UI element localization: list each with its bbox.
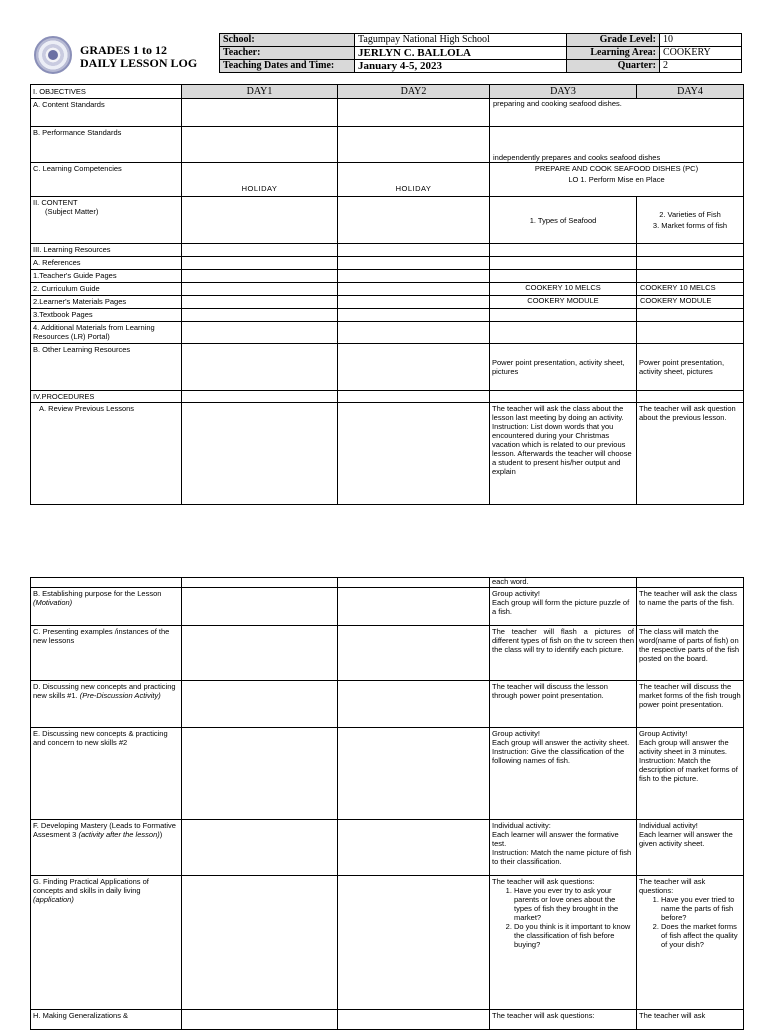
form-title xyxy=(80,44,220,70)
curriculum-guide-day4: COOKERY 10 MELCS xyxy=(637,283,744,296)
quarter-value: 2 xyxy=(660,60,742,73)
practical-day3-question-1: 1. Have you ever try to ask your parents or love ones about the types of fish they brought in the market? xyxy=(514,886,634,922)
generalizations-label: H. Making Generalizations & xyxy=(31,1010,182,1030)
practical-applications-note: (application) xyxy=(33,895,74,904)
content-standards-day2 xyxy=(338,99,490,127)
learners-materials-day4: COOKERY MODULE xyxy=(637,296,744,309)
form-title-line1: GRADES 1 to 12 xyxy=(80,43,168,57)
establishing-day3-p2: Each group will form the picture puzzle of a fish. xyxy=(492,598,630,616)
establishing-day3-p1: Group activity! xyxy=(492,589,540,598)
references-label: A. References xyxy=(31,257,182,270)
discussing-concepts-1-label xyxy=(31,681,182,728)
practical-day4-question-1: 1. Have you ever tried to name the parts of fish before? xyxy=(661,895,741,922)
practical-applications-text: G. Finding Practical Applications of concepts and skills in daily living xyxy=(33,877,149,895)
developing-mastery-close: ) xyxy=(159,830,163,839)
content-day3: 1. Types of Seafood xyxy=(490,197,637,244)
other-resources-day3: Power point presentation, activity sheet, pictures xyxy=(490,344,637,391)
review-lessons-day4: The teacher will ask question about the previous lesson. xyxy=(637,403,744,505)
discussing-2-day4-p3: Instruction: Match the description of market forms of fish to the picture. xyxy=(639,756,738,783)
discussing-2-day3-p1: Group activity! xyxy=(492,729,540,738)
competencies-day1-holiday: HOLIDAY xyxy=(182,163,338,197)
procedures-label: IV.PROCEDURES xyxy=(31,391,182,403)
grade-level-value: 10 xyxy=(660,34,742,47)
school-label: School: xyxy=(220,34,355,47)
developing-mastery-label xyxy=(31,820,182,876)
establishing-purpose-day3 xyxy=(490,588,637,626)
generalizations-day4: The teacher will ask xyxy=(637,1010,744,1030)
review-lessons-day3 xyxy=(490,403,637,505)
day3-header: DAY3 xyxy=(490,85,637,99)
developing-day3-p2: Each learner will answer the formative test. xyxy=(492,830,619,848)
discussing-concepts-2-day4 xyxy=(637,728,744,820)
learners-materials-day3: COOKERY MODULE xyxy=(490,296,637,309)
establishing-purpose-text: B. Establishing purpose for the Lesson xyxy=(33,589,162,598)
lesson-grid-page2 xyxy=(30,577,744,1030)
practical-day4-question-2: 2. Does the market forms of fish affect the quality of your dish? xyxy=(661,922,741,949)
performance-standards-day2 xyxy=(338,127,490,163)
teacher-value: JERLYN C. BALLOLA xyxy=(355,47,567,60)
discussing-concepts-2-label: E. Discussing new concepts & practicing and concern to new skills #2 xyxy=(31,728,182,820)
content-standards-day34: preparing and cooking seafood dishes. xyxy=(490,99,744,127)
content-day4-line1: 2. Varieties of Fish xyxy=(659,210,721,219)
lesson-grid-page1 xyxy=(30,84,744,505)
discussing-2-day4-p1: Group Activity! xyxy=(639,729,688,738)
content-day4 xyxy=(637,197,744,244)
review-day3-intro: The teacher will ask the class about the lesson last meeting by doing an activity. xyxy=(492,404,624,422)
learning-competencies-label: C. Learning Competencies xyxy=(31,163,182,197)
header-info-table xyxy=(219,33,742,73)
practical-applications-day4 xyxy=(637,876,744,1010)
discussing-1-note: (Pre-Discussion Activity) xyxy=(79,691,161,700)
developing-mastery-day4 xyxy=(637,820,744,876)
content-standards-label: A. Content Standards xyxy=(31,99,182,127)
dates-label: Teaching Dates and Time: xyxy=(220,60,355,73)
review-day3-continued: each word. xyxy=(490,578,637,588)
developing-mastery-text: F. Developing Mastery (Leads to Formative Assesment 3 xyxy=(33,821,176,839)
practical-day4-intro: The teacher will ask questions: xyxy=(639,877,706,895)
generalizations-day3: The teacher will ask questions: xyxy=(490,1010,637,1030)
practical-applications-label xyxy=(31,876,182,1010)
deped-seal-icon xyxy=(34,36,72,74)
performance-standards-label: B. Performance Standards xyxy=(31,127,182,163)
practical-applications-day3 xyxy=(490,876,637,1010)
establishing-purpose-label xyxy=(31,588,182,626)
teachers-guide-label: 1.Teacher's Guide Pages xyxy=(31,270,182,283)
learning-area-label: Learning Area: xyxy=(567,47,660,60)
establishing-purpose-note: (Motivation) xyxy=(33,598,73,607)
presenting-examples-day4: The class will match the word(name of parts of fish) on the respective parts of the fish posted on the board. xyxy=(637,626,744,681)
learners-materials-label: 2.Learner's Materials Pages xyxy=(31,296,182,309)
objectives-header: I. OBJECTIVES xyxy=(31,85,182,99)
other-resources-label: B. Other Learning Resources xyxy=(31,344,182,391)
developing-day3-p3: Instruction: Match the name picture of fish to their classification. xyxy=(492,848,632,866)
developing-mastery-day3 xyxy=(490,820,637,876)
review-lessons-label: A. Review Previous Lessons xyxy=(31,403,182,505)
content-standards-day1 xyxy=(182,99,338,127)
textbook-pages-label: 3.Textbook Pages xyxy=(31,309,182,322)
form-title-line2: DAILY LESSON LOG xyxy=(80,56,198,70)
competencies-day34-line2: LO 1. Perform Mise en Place xyxy=(568,175,665,184)
content-label xyxy=(31,197,182,244)
review-day3-instruction: Instruction: List down words that you encountered during your Christmas vacation which is related to our previous lesson. Afterwards the teacher will choose a student to present his/her output and explain xyxy=(492,422,632,476)
day1-header: DAY1 xyxy=(182,85,338,99)
presenting-examples-label: C. Presenting examples /instances of the new lessons xyxy=(31,626,182,681)
content-day1 xyxy=(182,197,338,244)
performance-standards-day34: independently prepares and cooks seafood dishes xyxy=(490,127,744,163)
competencies-day34 xyxy=(490,163,744,197)
performance-standards-day1 xyxy=(182,127,338,163)
discussing-1-text: D. Discussing new concepts and practicing new skills #1. xyxy=(33,682,176,700)
developing-day4-p1: Individual activity! xyxy=(639,821,698,830)
content-day4-line2: 3. Market forms of fish xyxy=(652,221,728,230)
competencies-day34-line1: PREPARE AND COOK SEAFOOD DISHES (PC) xyxy=(534,164,699,173)
developing-day4-p2: Each learner will answer the given activity sheet. xyxy=(639,830,733,848)
content-label-line2: (Subject Matter) xyxy=(45,207,99,216)
discussing-concepts-1-day3: The teacher will discuss the lesson through power point presentation. xyxy=(490,681,637,728)
day2-header: DAY2 xyxy=(338,85,490,99)
curriculum-guide-day3: COOKERY 10 MELCS xyxy=(490,283,637,296)
developing-day3-p1: Individual activity: xyxy=(492,821,551,830)
discussing-2-day3-p3: Instruction: Give the classification of the following names of fish. xyxy=(492,747,625,765)
other-resources-day4: Power point presentation, activity sheet, pictures xyxy=(637,344,744,391)
school-value: Tagumpay National High School xyxy=(355,34,567,47)
learning-area-value: COOKERY xyxy=(660,47,742,60)
teacher-label: Teacher: xyxy=(220,47,355,60)
curriculum-guide-label: 2. Curriculum Guide xyxy=(31,283,182,296)
additional-materials-label: 4. Additional Materials from Learning Resources (LR) Portal) xyxy=(31,322,182,344)
content-label-line1: II. CONTENT xyxy=(33,198,78,207)
discussing-2-day3-p2: Each group will answer the activity sheet. xyxy=(492,738,630,747)
competencies-day2-holiday: HOLIDAY xyxy=(338,163,490,197)
discussing-concepts-1-day4: The teacher will discuss the market forms of the fish trough power point presentation. xyxy=(637,681,744,728)
dates-value: January 4-5, 2023 xyxy=(355,60,567,73)
discussing-concepts-2-day3 xyxy=(490,728,637,820)
developing-mastery-note: (activity after the lesson) xyxy=(78,830,160,839)
discussing-2-day4-p2: Each group will answer the activity sheet in 3 minutes. xyxy=(639,738,729,756)
quarter-label: Quarter: xyxy=(567,60,660,73)
establishing-purpose-day4: The teacher will ask the class to name the parts of the fish. xyxy=(637,588,744,626)
day4-header: DAY4 xyxy=(637,85,744,99)
content-day2 xyxy=(338,197,490,244)
presenting-examples-day3: The teacher will flash a pictures of different types of fish on the tv screen then the class will try to identify each picture. xyxy=(490,626,637,681)
practical-day3-intro: The teacher will ask questions: xyxy=(492,877,595,886)
practical-day3-question-2: 2. Do you think is it important to know the classification of fish before buying? xyxy=(514,922,634,949)
grade-level-label: Grade Level: xyxy=(567,34,660,47)
learning-resources-label: III. Learning Resources xyxy=(31,244,182,257)
